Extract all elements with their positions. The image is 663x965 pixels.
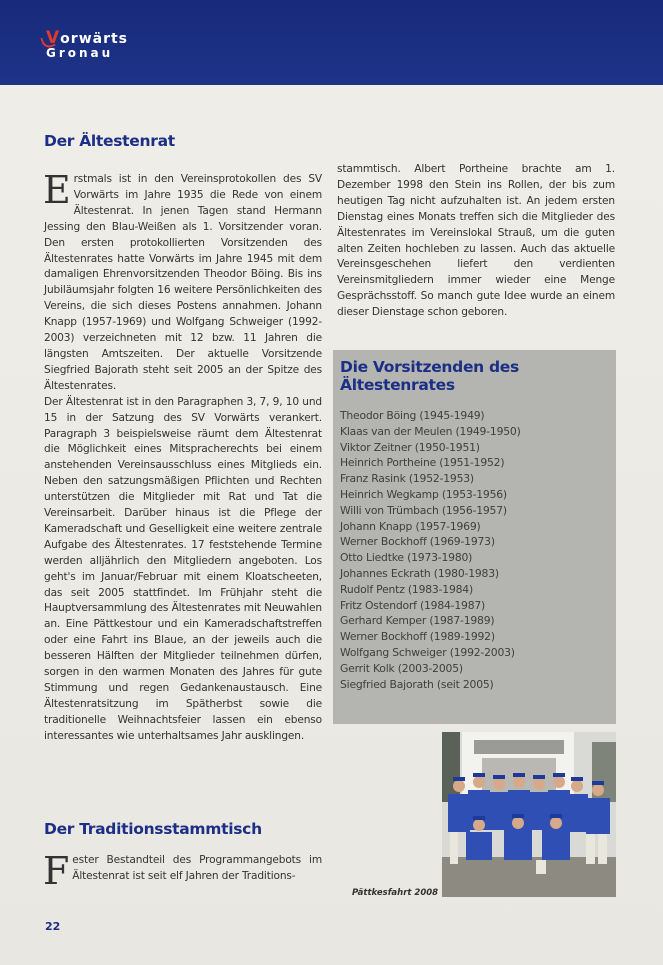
header-bar (0, 0, 663, 85)
list-item: Rudolf Pentz (1983-1984) (340, 582, 473, 596)
list-item: Siegfried Bajorath (seit 2005) (340, 677, 494, 691)
list-item: Theodor Böing (1945-1949) (340, 409, 485, 422)
list-item: Gerrit Kolk (2003-2005) (340, 661, 463, 675)
right-column (337, 162, 615, 321)
paragraph-1-text: rstmals ist in den Vereinsprotokollen des SV Vorwärts im Jahre 1935 die Rede von einem Ältestenrat. In jenen Tagen stand Hermann Jessing den Blau-Weißen als 1. Vorsitzender voran. Den ersten protokollierten Vorsitzenden des Ältestenrates hatte Vorwärts im Jahre 1945 mit dem damaligen Ehrenvorsitzenden Theodor Böing. Bis ins Jubiläumsjahr folgten 16 weitere Persönlichkeiten des Vereins, die sich dieses Postens annahmen. Johann Knapp (1957-1969) und Wolfgang Schweiger (1992-2003) verzeichneten mit 12 bzw. 11 Jahren die längsten Amtszeiten. Der aktuelle Vorsitzende Siegfried Bajorath steht seit 2005 an der Spitze des Ältestenrates. (44, 173, 322, 392)
list-item: Johannes Eckrath (1980-1983) (340, 566, 499, 580)
list-item: Werner Bockhoff (1969-1973) (340, 535, 495, 549)
list-item: Willi von Trümbach (1956-1957) (340, 503, 507, 517)
photo-caption: Pättkesfahrt 2008 (352, 888, 439, 898)
list-item: Otto Liedtke (1973-1980) (340, 551, 473, 565)
list-item: Gerhard Kemper (1987-1989) (340, 614, 495, 628)
group-photo-illustration (442, 732, 616, 897)
stammtisch-intro (43, 849, 322, 893)
logo-initial: V (46, 28, 61, 48)
club-logo (46, 28, 129, 60)
logo-line2: Gronau (46, 46, 114, 60)
stammtisch-intro-text: ester Bestandteil des Programmangebots im Ältestenrat ist seit elf Jahren der Traditions- (72, 854, 322, 882)
list-item: Johann Knapp (1957-1969) (340, 519, 481, 533)
section-heading-aeltestenrat: Der Ältestenrat (44, 132, 175, 150)
infobox-heading: Die Vorsitzenden des Ältestenrates (340, 358, 519, 394)
dropcap-2: F (43, 849, 70, 893)
section-heading-stammtisch: Der Traditionsstammtisch (44, 820, 262, 838)
list-item: Heinrich Portheine (1951-1952) (340, 456, 505, 470)
list-item: Viktor Zeitner (1950-1951) (340, 440, 480, 454)
list-item: Klaas van der Meulen (1949-1950) (340, 424, 521, 438)
list-item: Franz Rasink (1952-1953) (340, 472, 474, 486)
dropcap: E (43, 168, 71, 212)
list-item: Wolfgang Schweiger (1992-2003) (340, 645, 515, 659)
group-photo (442, 732, 616, 897)
list-item: Werner Bockhoff (1989-1992) (340, 630, 495, 644)
left-column (43, 168, 322, 745)
logo-line1: orwärts (60, 31, 129, 47)
chairmen-infobox (333, 350, 616, 724)
list-item: Heinrich Wegkamp (1953-1956) (340, 487, 507, 501)
list-item: Fritz Ostendorf (1984-1987) (340, 598, 486, 612)
paragraph-2: Der Ältestenrat ist in den Paragraphen 3, 7, 9, 10 und 15 in der Satzung des SV Vorwärts verankert. Paragraph 3 beispielsweise räumt dem Ältestenrat die Möglichkeit eines Mitspracherechts bei einem anstehenden Vereinsausschluss eines Mitglieds ein. Neben den satzungsmäßigen Pflichten und Rechten unterstützen die Mitglieder mit Rat und Tat die Vereinsarbeit. Darüber hinaus ist die Pflege der Kameradschaft und Geselligkeit eine weitere zentrale Aufgabe des Ältestenrates. 17 feststehende Termine werden alljährlich den Mitgliedern angeboten. Los geht's im Januar/Februar mit einem Kloatscheeten, das seit 2005 stattfindet. Im Frühjahr steht die Hauptversammlung des Ältestenrates mit Neuwahlen an. Eine Pättkestour und ein Kameradschaftstreffen oder eine Fahrt ins Blaue, an der jeweils auch die besseren Hälften der Mitglieder teilnehmen dürfen, sorgen in den warmen Monaten des Jahres für gute Stimmung und regen Gedankenaustausch. Eine Ältestenratsitzung im Spätherbst sowie die traditionelle Weihnachtsfeier lassen ein ebenso interessantes wie unterhaltsames Jahr ausklingen. (44, 395, 322, 742)
chairmen-list (340, 408, 521, 692)
paragraph-1 (43, 168, 322, 395)
page-number: 22 (45, 920, 61, 933)
stammtisch-paragraph: stammtisch. Albert Portheine brachte am 1. Dezember 1998 den Stein ins Rollen, der bis zum heutigen Tag nicht aufzuhalten ist. An jedem ersten Dienstag eines Monats treffen sich die Mitglieder des Ältestenrates im Vereinslokal Strauß, um die guten alten Zeiten hochleben zu lassen. Auch das aktuelle Vereinsgeschehen liefert den verdienten Vereinsmitgliedern immer wieder eine Menge Gesprächsstoff. So manch gute Idee wurde an einem dieser Dienstage schon geboren. (337, 163, 615, 319)
